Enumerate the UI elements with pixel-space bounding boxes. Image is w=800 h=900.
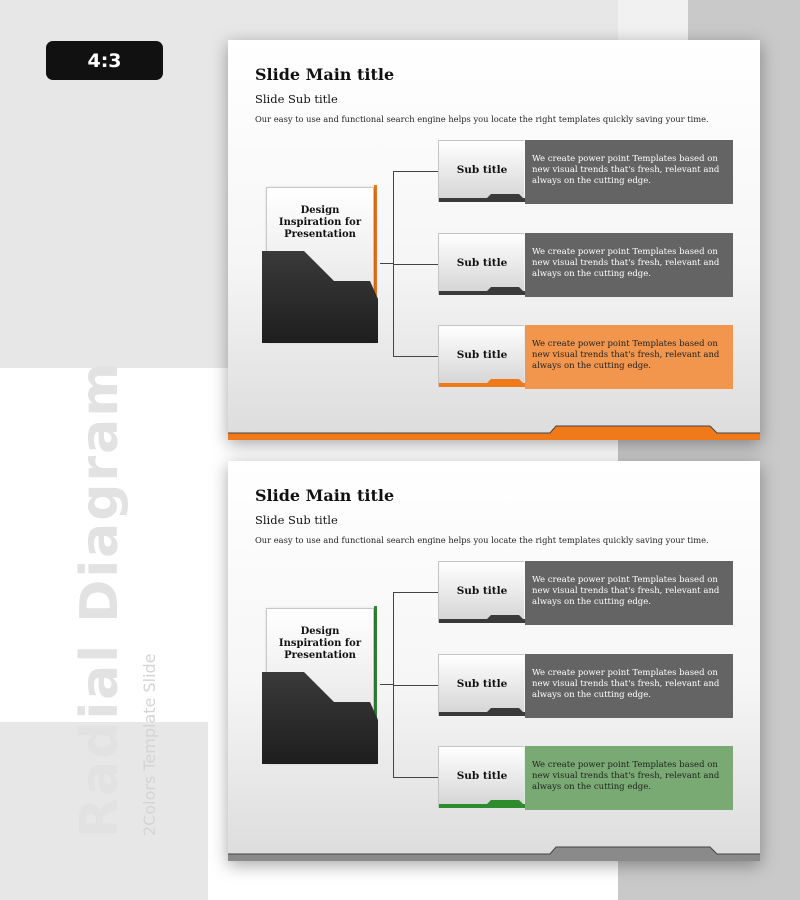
subtitle-tab[interactable] <box>438 233 524 295</box>
connector-branch <box>393 592 439 593</box>
slide-preview-green[interactable] <box>228 461 760 861</box>
connector-stem <box>380 684 394 685</box>
folder-pocket <box>262 670 378 764</box>
background-panel-light <box>618 0 688 40</box>
slide-description: Our easy to use and functional search engine helps you locate the right templates quickly saving your time. <box>255 535 709 545</box>
slide-title: Slide Main title <box>255 486 395 505</box>
highlight-text-box: We create power point Templates based on new visual trends that's fresh, relevant and always on the cutting edge. <box>525 746 733 810</box>
subtitle-tab[interactable] <box>438 140 524 202</box>
connector-stem <box>380 263 394 264</box>
subtitle-tab[interactable] <box>438 746 524 808</box>
folder-label: Design Inspiration for Presentation <box>278 626 362 661</box>
highlight-text-box: We create power point Templates based on new visual trends that's fresh, relevant and always on the cutting edge. <box>525 325 733 389</box>
folder-pocket <box>262 249 378 343</box>
tab-foot <box>439 193 525 202</box>
subtitle-label: Sub title <box>456 770 508 782</box>
subtitle-label: Sub title <box>456 349 508 361</box>
slide-description: Our easy to use and functional search engine helps you locate the right templates quickly saving your time. <box>255 114 709 124</box>
tab-foot <box>439 614 525 623</box>
text-box: We create power point Templates based on new visual trends that's fresh, relevant and always on the cutting edge. <box>525 654 733 718</box>
slide-preview-orange[interactable] <box>228 40 760 440</box>
folder-graphic <box>262 185 380 343</box>
subtitle-label: Sub title <box>456 585 508 597</box>
folder-graphic <box>262 606 380 764</box>
connector-branch <box>393 685 439 686</box>
subtitle-label: Sub title <box>456 164 508 176</box>
slide-bottom-bar <box>228 414 760 440</box>
folder-label: Design Inspiration for Presentation <box>278 205 362 240</box>
connector-branch <box>393 171 439 172</box>
slide-title: Slide Main title <box>255 65 395 84</box>
sidebar-subtitle: 2Colors Template Slide <box>140 653 159 836</box>
aspect-ratio-badge: 4:3 <box>46 41 163 80</box>
subtitle-tab[interactable] <box>438 654 524 716</box>
slide-subtitle: Slide Sub title <box>255 513 338 527</box>
tab-foot <box>439 286 525 295</box>
tab-foot <box>439 378 525 387</box>
tab-foot <box>439 799 525 808</box>
subtitle-tab[interactable] <box>438 561 524 623</box>
subtitle-label: Sub title <box>456 678 508 690</box>
connector-branch <box>393 264 439 265</box>
text-box: We create power point Templates based on new visual trends that's fresh, relevant and always on the cutting edge. <box>525 561 733 625</box>
subtitle-label: Sub title <box>456 257 508 269</box>
text-box: We create power point Templates based on new visual trends that's fresh, relevant and always on the cutting edge. <box>525 233 733 297</box>
connector-branch <box>393 356 439 357</box>
subtitle-tab[interactable] <box>438 325 524 387</box>
slide-subtitle: Slide Sub title <box>255 92 338 106</box>
connector-branch <box>393 777 439 778</box>
text-box: We create power point Templates based on new visual trends that's fresh, relevant and always on the cutting edge. <box>525 140 733 204</box>
sidebar-title: Radial Diagram <box>70 360 130 838</box>
slide-bottom-bar <box>228 835 760 861</box>
tab-foot <box>439 707 525 716</box>
